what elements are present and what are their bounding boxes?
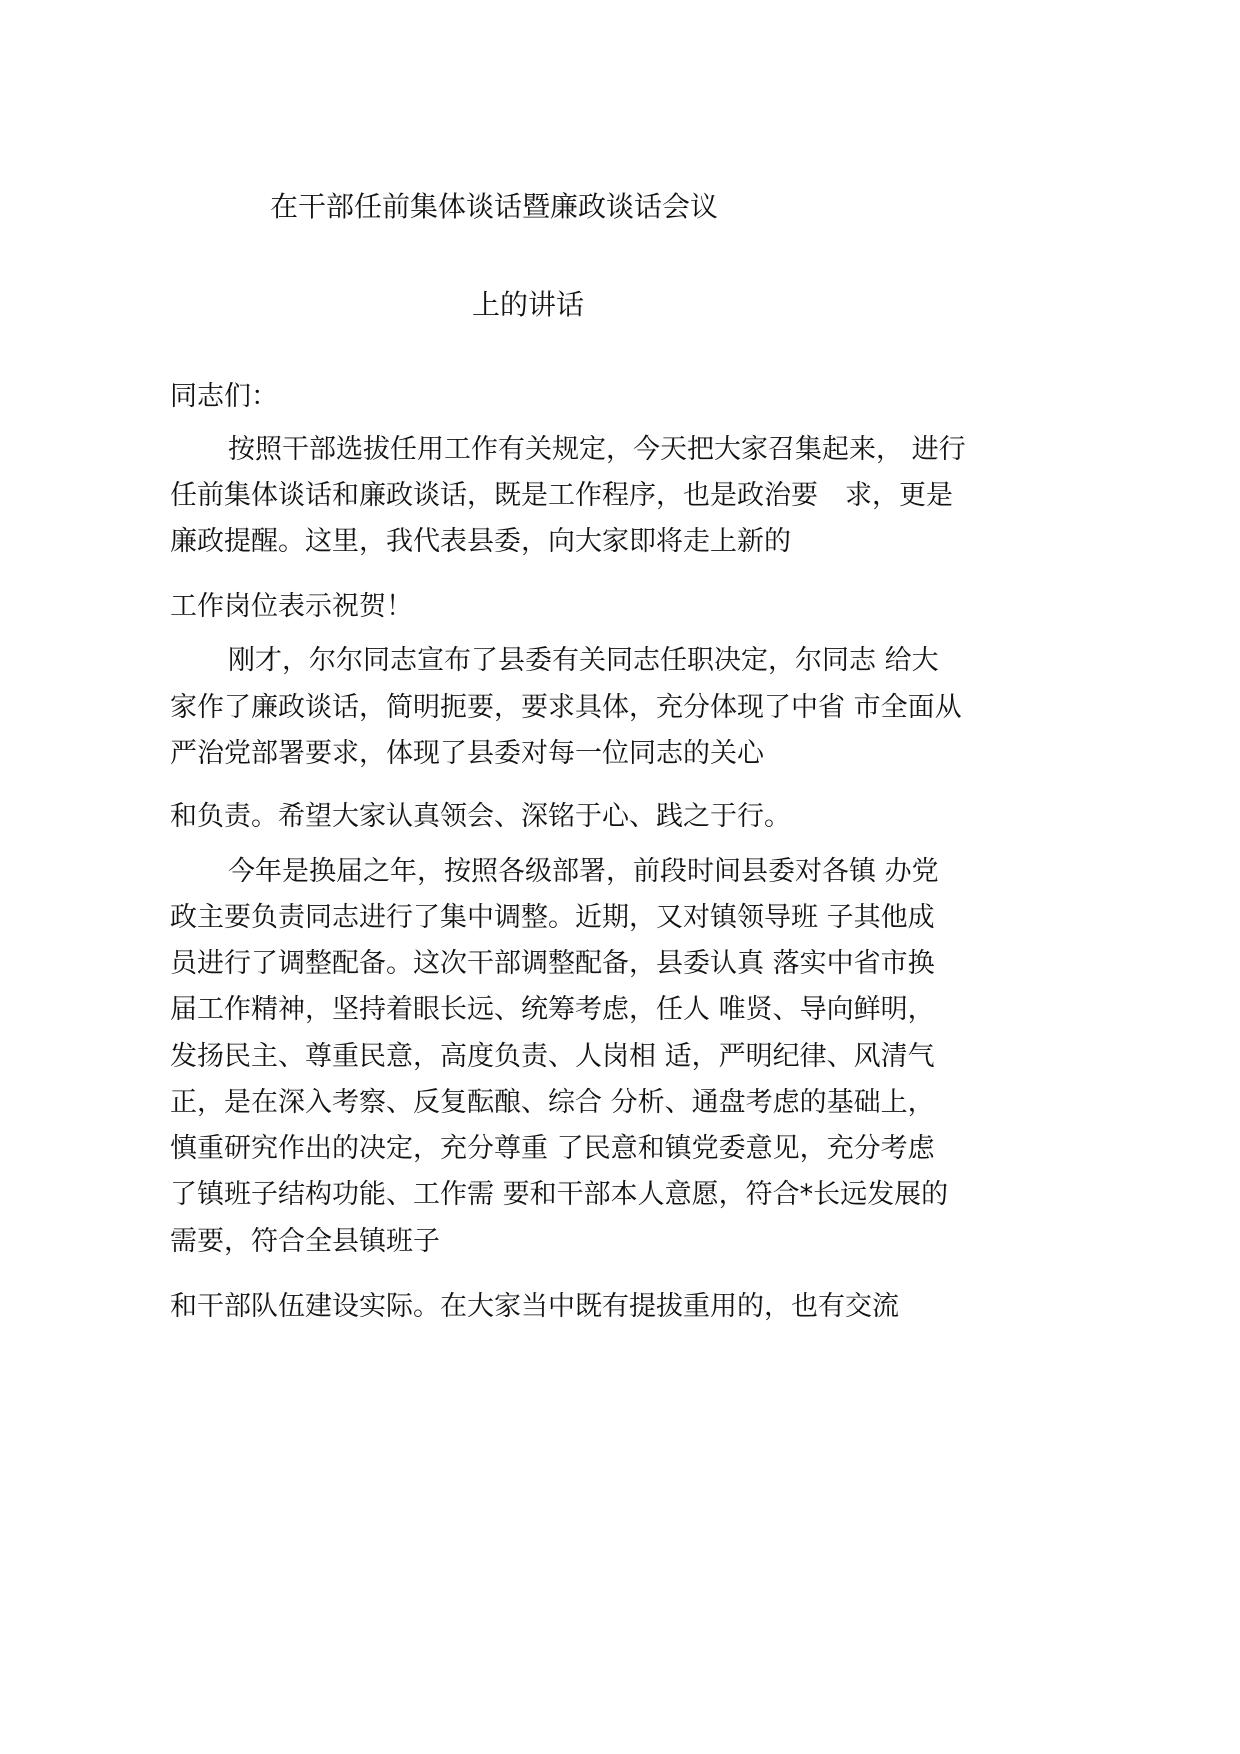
body-line: 和干部队伍建设实际。在大家当中既有提拔重用的，也有交流 bbox=[170, 1291, 899, 1322]
body-line: 届工作精神，坚持着眼长远、统筹考虑，任人 唯贤、导向鲜明， bbox=[170, 994, 935, 1025]
body-line: 政主要负责同志进行了集中调整。近期，又对镇领导班 子其他成 bbox=[170, 902, 935, 933]
body-line: 工作岗位表示祝贺！ bbox=[170, 591, 413, 622]
body-line: 廉政提醒。这里，我代表县委，向大家即将走上新的 bbox=[170, 526, 791, 557]
document-title-line-1: 在干部任前集体谈话暨廉政谈话会议 bbox=[270, 190, 719, 223]
body-line: 和负责。希望大家认真领会、深铭于心、践之于行。 bbox=[170, 801, 791, 832]
salutation: 同志们： bbox=[170, 381, 278, 412]
body-line: 正，是在深入考察、反复酝酿、综合 分析、通盘考虑的基础上， bbox=[170, 1087, 935, 1118]
document-title-line-2: 上的讲话 bbox=[472, 288, 585, 321]
body-line: 需要，符合全县镇班子 bbox=[170, 1226, 440, 1257]
body-line: 家作了廉政谈话，简明扼要，要求具体，充分体现了中省 市全面从 bbox=[170, 692, 962, 723]
body-line: 员进行了调整配备。这次干部调整配备，县委认真 落实中省市换 bbox=[170, 948, 935, 979]
body-line: 慎重研究作出的决定，充分尊重 了民意和镇党委意见，充分考虑 bbox=[170, 1133, 935, 1164]
body-line: 刚才，尔尔同志宣布了县委有关同志任职决定，尔同志 给大 bbox=[228, 645, 939, 676]
body-line: 任前集体谈话和廉政谈话，既是工作程序，也是政治要 求，更是 bbox=[170, 480, 953, 511]
body-line: 严治党部署要求，体现了县委对每一位同志的关心 bbox=[170, 738, 764, 769]
body-line: 了镇班子结构功能、工作需 要和干部本人意愿，符合*长远发展的 bbox=[170, 1179, 949, 1210]
body-line: 按照干部选拔任用工作有关规定，今天把大家召集起来， 进行 bbox=[228, 434, 966, 465]
body-line: 今年是换届之年，按照各级部署，前段时间县委对各镇 办党 bbox=[228, 856, 939, 887]
body-line: 发扬民主、尊重民意，高度负责、人岗相 适，严明纪律、风清气 bbox=[170, 1041, 935, 1072]
